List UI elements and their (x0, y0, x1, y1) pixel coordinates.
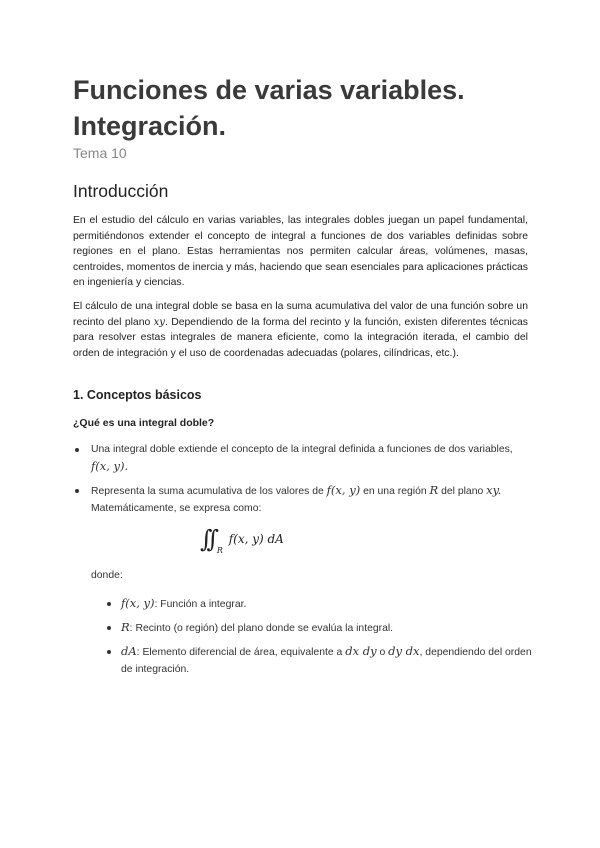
introduction-paragraph-2 (73, 299, 528, 361)
double-integral-formula (200, 525, 284, 555)
introduction-heading: Introducción (73, 181, 169, 201)
list-item (73, 482, 533, 517)
math-fxy: f(x, y). (91, 459, 129, 473)
bullet-icon (75, 448, 79, 452)
bullet-icon (107, 626, 111, 630)
document-subtitle: Tema 10 (73, 145, 127, 161)
paragraph-2-text-b: . Dependiendo de la forma del recinto y la función, existen diferentes técnicas para resolver estas integrales de manera eficiente, como la integración iterada, el cambio del orden de integración y el uso de coordenadas adecuadas (polares, cilíndricas, etc.). (73, 316, 528, 359)
definition-text-a: : Elemento diferencial de área, equivalente a (136, 647, 346, 658)
definitions-list (107, 595, 533, 684)
paragraph-2-text-a: El cálculo de una integral doble se basa en la suma acumulativa del valor de una función sobre un recinto del plano (73, 301, 528, 328)
math-r: R (121, 620, 130, 634)
list-item (107, 595, 533, 613)
math-da: dA (121, 644, 137, 658)
integral-body: f(x, y) dA (228, 532, 284, 546)
integral-sign: ∫∫ (200, 525, 214, 553)
bullet-icon (107, 602, 111, 606)
bullet-2-text-a: Representa la suma acumulativa de los valores de (91, 486, 327, 497)
document-title: Funciones de varias variables. Integración. (73, 75, 465, 141)
section-1-heading: 1. Conceptos básicos (73, 388, 202, 402)
math-fxy: f(x, y) (121, 596, 155, 610)
bullet-icon (107, 650, 111, 654)
definition-text: : Función a integrar. (154, 599, 247, 610)
math-xy: xy (153, 316, 165, 328)
definition-text-b: o (376, 647, 389, 658)
bullet-1-text: Una integral doble extiende el concepto de la integral definida a funciones de dos variables, (91, 444, 513, 455)
bullet-2-text-c: del plano (438, 486, 487, 497)
bullet-2-text-b: en una región (360, 486, 430, 497)
concepts-list (73, 441, 533, 517)
bullet-2-line-2: Matemáticamente, se expresa como: (91, 503, 262, 514)
list-item (107, 643, 533, 678)
math-r: R (429, 483, 439, 497)
definition-text: : Recinto (o región) del plano donde se evalúa la integral. (129, 623, 394, 634)
math-xy: xy. (486, 483, 502, 497)
section-1-subheading: ¿Qué es una integral doble? (73, 417, 215, 429)
math-dydx: dy dx (388, 644, 420, 658)
definition-text-c: , dependiendo del orden de integración. (121, 647, 532, 675)
bullet-icon (75, 489, 79, 493)
math-fxy: f(x, y) (326, 483, 361, 497)
introduction-paragraph-1: En el estudio del cálculo en varias variables, las integrales dobles juegan un papel fundamental, permitiéndonos extender el concepto de integral a funciones de dos variables definidas sobre regiones en el plano. Estas herramientas nos permiten calcular áreas, volúmenes, masas, centroides, momentos de inercia y más, haciendo que sean esenciales para aplicaciones prácticas en ingeniería y ciencias. (73, 215, 528, 288)
math-dxdy: dx dy (345, 644, 377, 658)
list-item (73, 441, 533, 476)
list-item (107, 619, 533, 637)
integral-subscript: R (216, 546, 223, 555)
donde-label: donde: (91, 570, 123, 581)
